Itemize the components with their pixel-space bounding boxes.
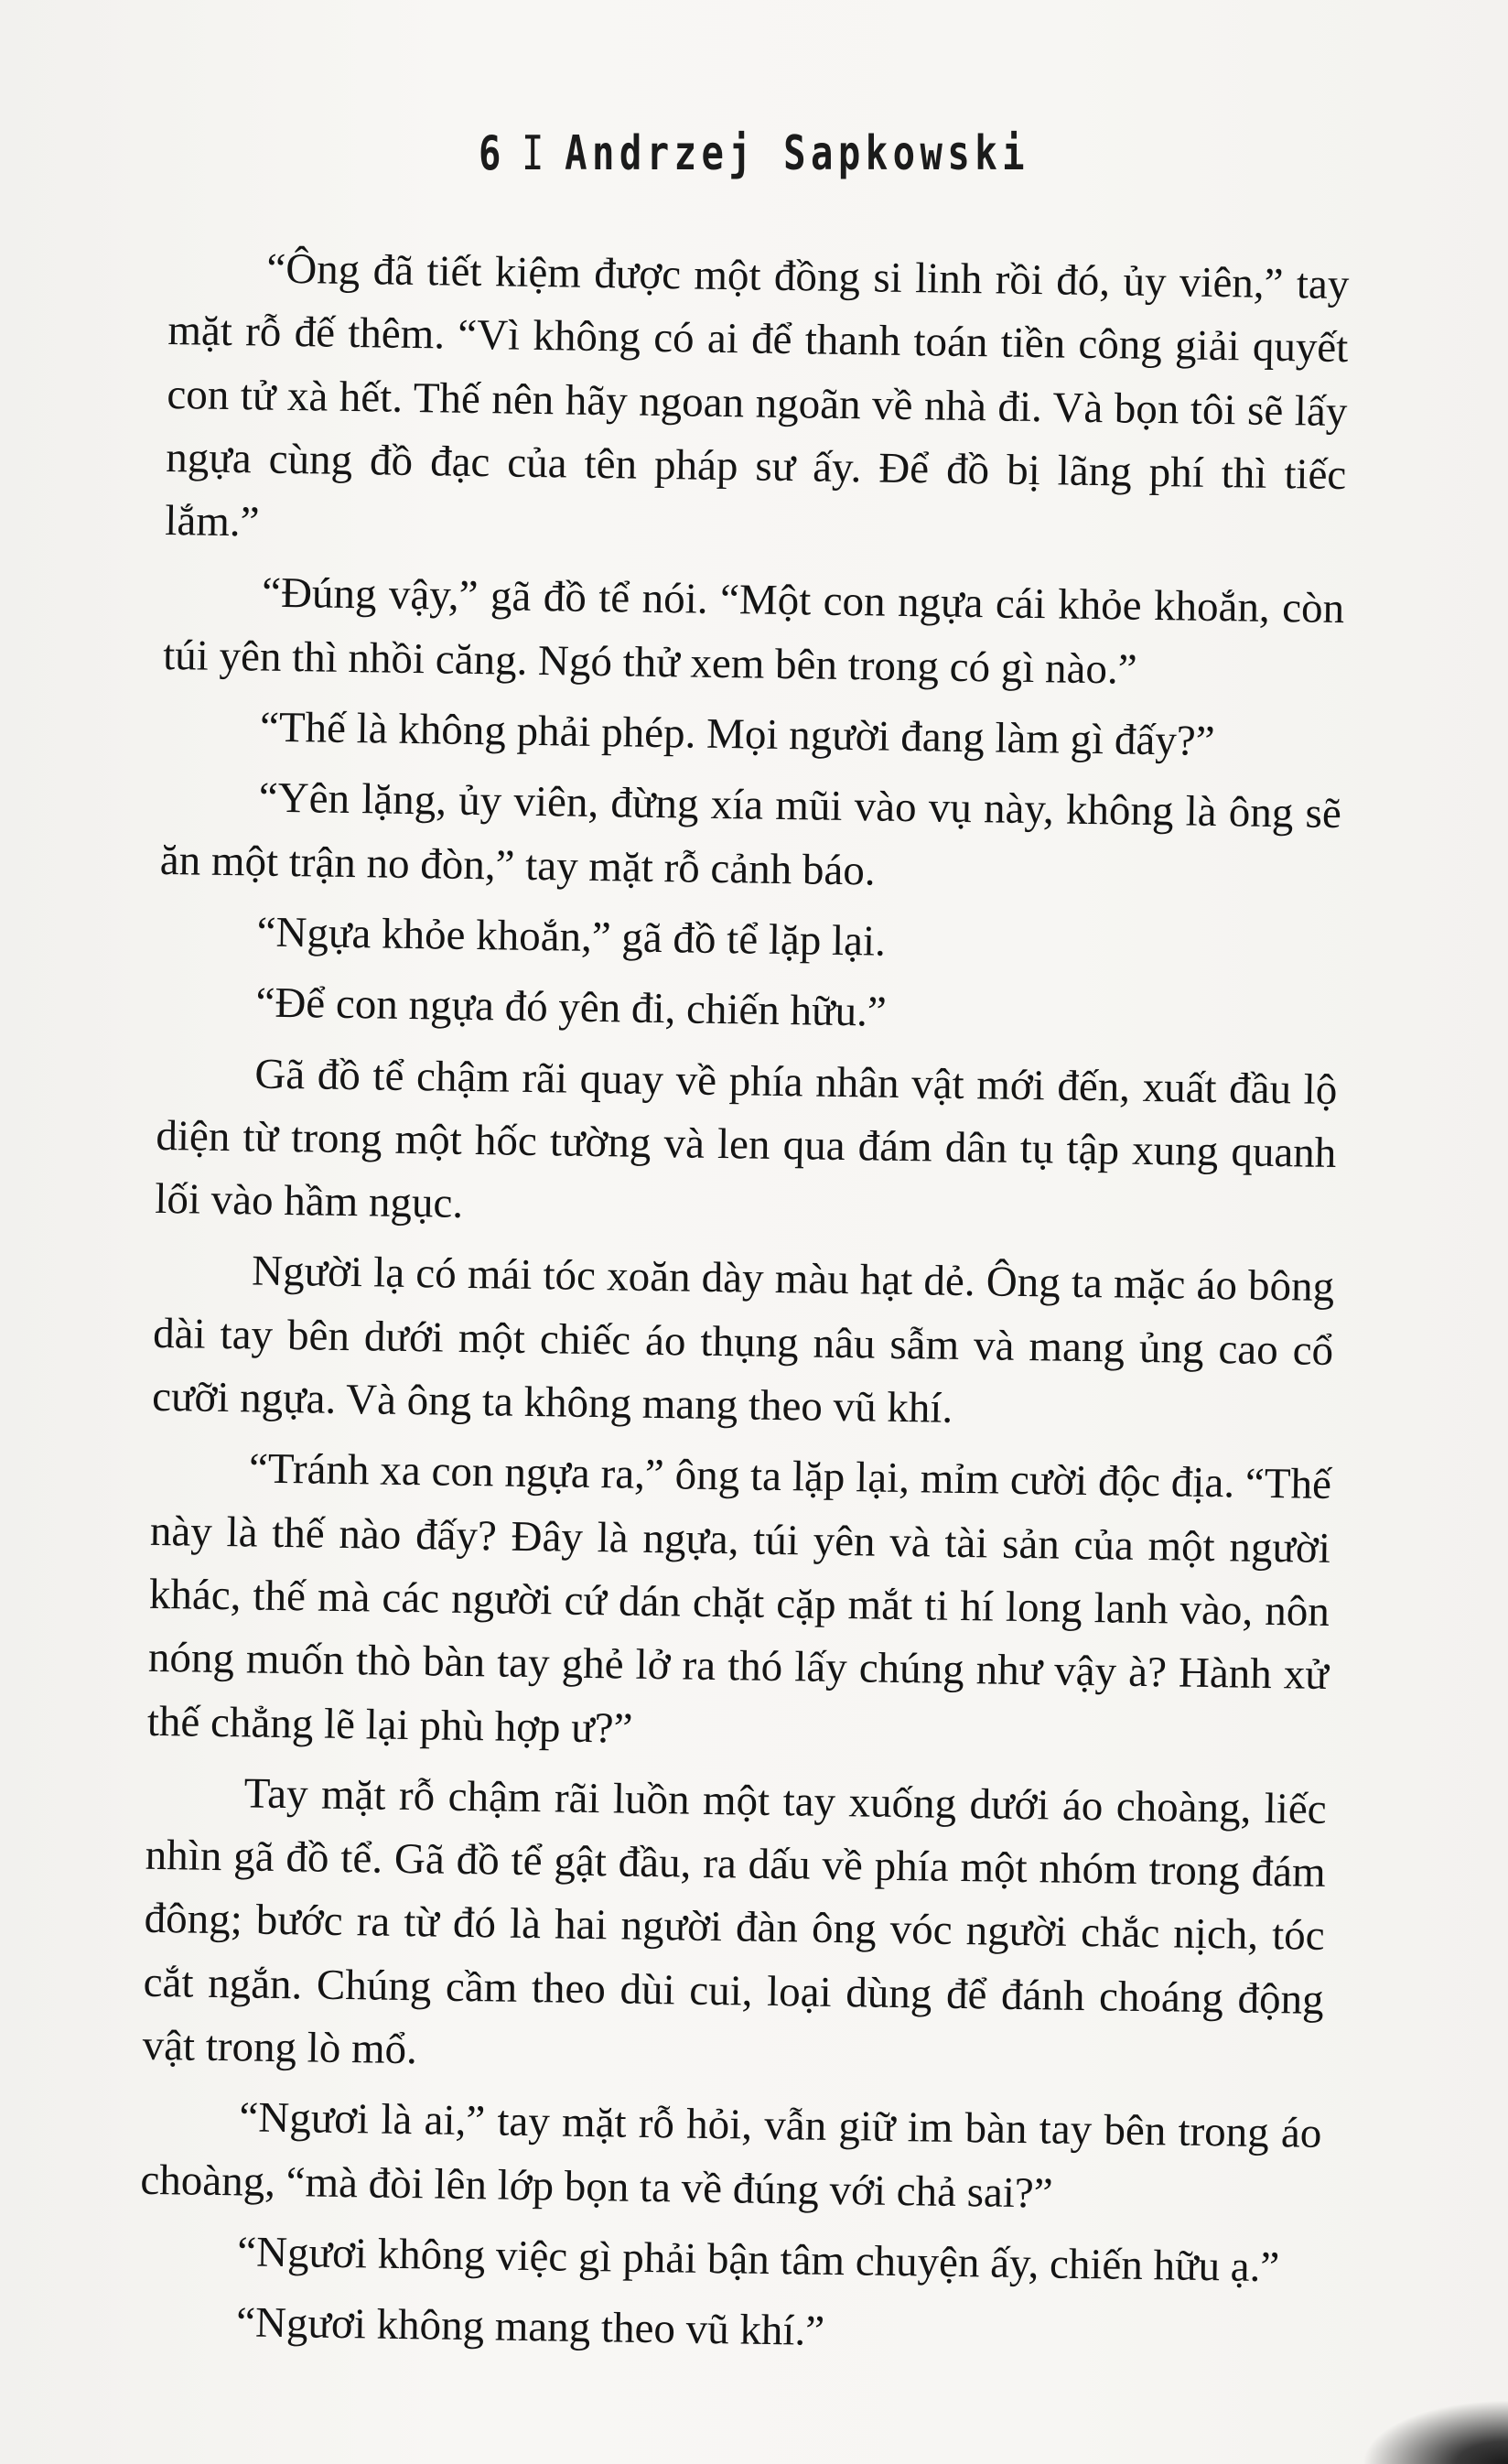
paragraph: Gã đồ tể chậm rãi quay về phía nhân vật mới đến, xuất đầu lộ diện từ trong một hốc tường và len qua đám dân tụ tập xung quanh lối vào hầm ngục. xyxy=(155,1050,1338,1228)
paragraph: “Ngươi là ai,” tay mặt rỗ hỏi, vẫn giữ im bàn tay bên trong áo choàng, “mà đòi lên lớp bọn ta về đúng với chả sai?” xyxy=(140,2093,1322,2218)
paragraph: “Đúng vậy,” gã đồ tể nói. “Một con ngựa cái khỏe khoắn, còn túi yên thì nhồi căng. Ngó thử xem bên trong có gì nào.” xyxy=(162,569,1345,694)
paragraph: Người lạ có mái tóc xoăn dày màu hạt dẻ. Ông ta mặc áo bông dài tay bên dưới một chiếc áo thụng nâu sẫm và mang ủng cao cổ cưỡi ngựa. Và ông ta không mang theo vũ khí. xyxy=(151,1247,1335,1432)
paragraph: “Ông đã tiết kiệm được một đồng si linh rồi đó, ủy viên,” tay mặt rỗ đế thêm. “Vì không có ai để thanh toán tiền công giải quyết con tử xà hết. Thế nên hãy ngoan ngoãn về nhà đi. Và bọn tôi sẽ lấy ngựa cùng đồ đạc của tên pháp sư ấy. Để đồ bị lãng phí thì tiếc lắm.” xyxy=(164,244,1350,546)
header-separator: I xyxy=(522,126,549,181)
paragraph: “Tránh xa con ngựa ra,” ông ta lặp lại, mỉm cười độc địa. “Thế này là thế nào đấy? Đây là ngựa, túi yên và tài sản của một người khác, thế mà các người cứ dán chặt cặp mắt ti hí long lanh vào, nôn nóng muốn thò bàn tay ghẻ lở ra thó lấy chúng như vậy à? Hành xử thế chẳng lẽ lại phù hợp ư?” xyxy=(146,1444,1332,1753)
paragraph: “Để con ngựa đó yên đi, chiến hữu.” xyxy=(255,978,888,1036)
page-number: 6 xyxy=(478,126,506,181)
scan-edge-shadow xyxy=(1362,2400,1508,2464)
paragraph: “Thế là không phải phép. Mọi người đang làm gì đấy?” xyxy=(259,703,1215,766)
running-header xyxy=(166,126,1341,181)
body-text xyxy=(138,236,1350,2371)
paragraph: “Yên lặng, ủy viên, đừng xía mũi vào vụ này, không là ông sẽ ăn một trận no đòn,” tay mặt rỗ cảnh báo. xyxy=(159,773,1342,895)
author-name: Andrzej Sapkowski xyxy=(565,126,1030,181)
paragraph: Tay mặt rỗ chậm rãi luồn một tay xuống dưới áo choàng, liếc nhìn gã đồ tể. Gã đồ tể gật đầu, ra dấu về phía một nhóm trong đám đông; bước ra từ đó là hai người đàn ông vóc người chắc nịch, tóc cắt ngắn. Chúng cầm theo dùi cui, loại dùng để đánh choáng động vật trong lò mổ. xyxy=(142,1769,1328,2074)
paragraph: “Ngươi không việc gì phải bận tâm chuyện ấy, chiến hữu ạ.” xyxy=(236,2228,1280,2292)
paragraph: “Ngựa khỏe khoắn,” gã đồ tể lặp lại. xyxy=(256,908,887,966)
paragraph: “Ngươi không mang theo vũ khí.” xyxy=(235,2298,825,2356)
